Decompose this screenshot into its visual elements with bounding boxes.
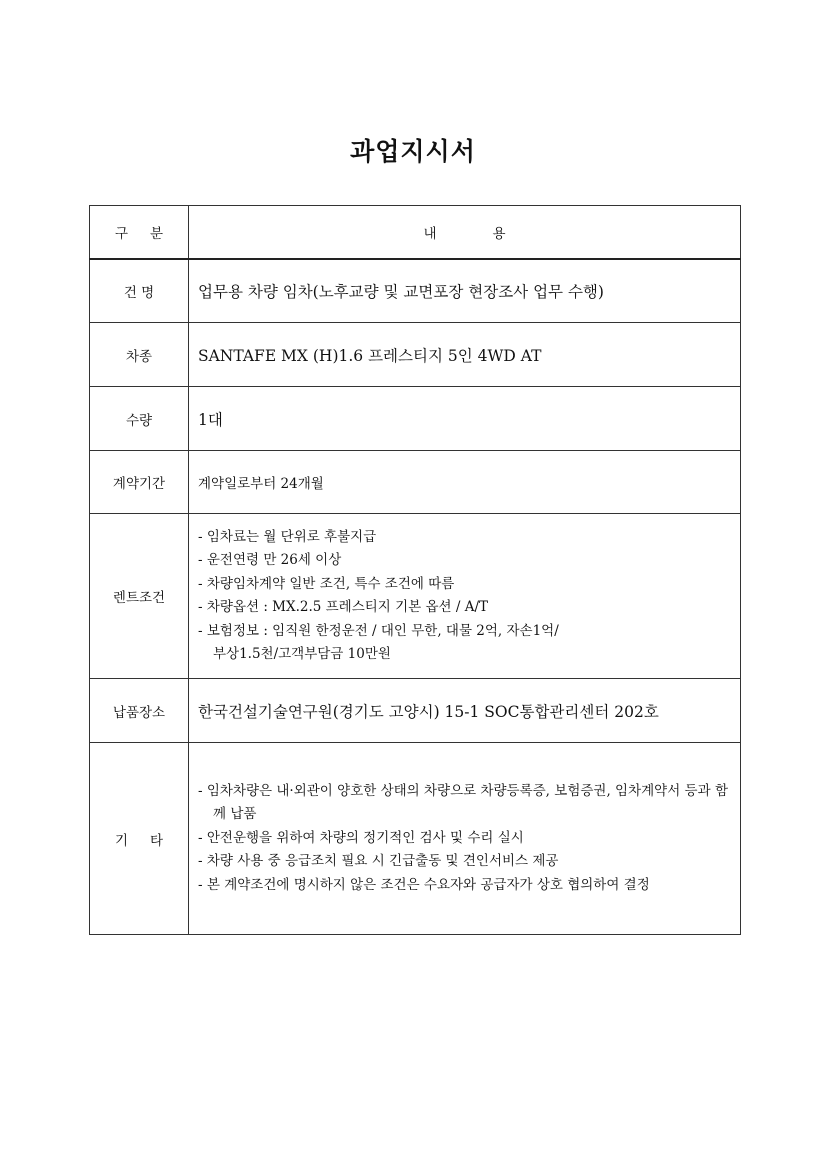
row-label: 렌트조건 (90, 514, 189, 679)
row-label: 납품장소 (90, 679, 189, 743)
table-row-delivery-place (90, 679, 741, 743)
rental-terms-list (198, 526, 728, 667)
table-row-quantity (90, 387, 741, 451)
others-list (198, 780, 728, 898)
list-item: - 안전운행을 위하여 차량의 정기적인 검사 및 수리 실시 (198, 827, 728, 851)
table-row-others (90, 743, 741, 935)
table-row-vehicle-model (90, 323, 741, 387)
list-item: - 운전연령 만 26세 이상 (198, 549, 728, 573)
delivery-place-value: 한국건설기술연구원(경기도 고양시) 15-1 SOC통합관리센터 202호 (189, 679, 741, 743)
list-item: - 보험정보 : 임직원 한정운전 / 대인 무한, 대물 2억, 자손1억/부상1.5천/고객부담금 10만원 (198, 620, 728, 667)
list-item: - 차량임차계약 일반 조건, 특수 조건에 따름 (198, 573, 728, 597)
table-header-row (90, 206, 741, 259)
task-order-table (89, 205, 741, 935)
list-item: - 본 계약조건에 명시하지 않은 조건은 수요자와 공급자가 상호 협의하여 결정 (198, 874, 728, 898)
list-item: - 차량옵션 : MX.2.5 프레스티지 기본 옵션 / A/T (198, 596, 728, 620)
row-label: 수량 (90, 387, 189, 451)
header-value-cell (189, 206, 741, 259)
rental-terms-cell (189, 514, 741, 679)
quantity-value: 1대 (189, 387, 741, 451)
list-item: - 임차차량은 내·외관이 양호한 상태의 차량으로 차량등록증, 보험증권, 임차계약서 등과 함께 납품 (198, 780, 728, 827)
document-title: 과업지시서 (350, 137, 476, 166)
table-row-project-name (90, 259, 741, 323)
row-label: 계약기간 (90, 451, 189, 514)
table-row-contract-period (90, 451, 741, 514)
contract-period-value: 계약일로부터 24개월 (189, 451, 741, 514)
list-item: - 임차료는 월 단위로 후불지급 (198, 526, 728, 550)
row-label: 차종 (90, 323, 189, 387)
header-label: 구분 (114, 225, 186, 242)
header-label-cell (90, 206, 189, 259)
vehicle-model-value: SANTAFE MX (H)1.6 프레스티지 5인 4WD AT (189, 323, 741, 387)
row-label: 건 명 (90, 259, 189, 323)
project-name-value: 업무용 차량 임차(노후교량 및 교면포장 현장조사 업무 수행) (189, 259, 741, 323)
table-row-rental-terms (90, 514, 741, 679)
list-item: - 차량 사용 중 응급조치 필요 시 긴급출동 및 견인서비스 제공 (198, 850, 728, 874)
others-cell (189, 743, 741, 935)
row-label: 기타 (114, 832, 186, 849)
others-label-cell (90, 743, 189, 935)
header-value: 내용 (423, 225, 562, 242)
